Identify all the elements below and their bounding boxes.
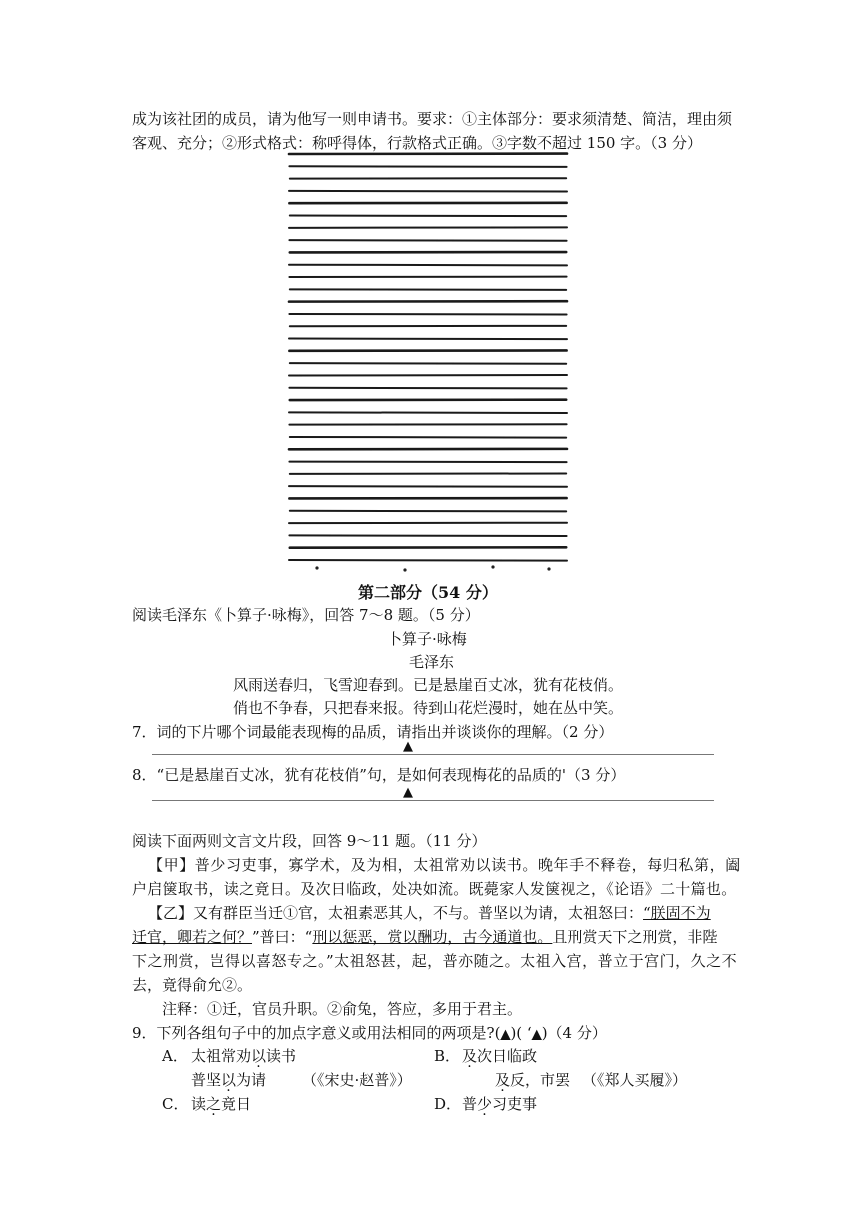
ruled-line [290,437,566,438]
ruled-line [289,560,567,561]
option-c-sentence-1: 读之竟日 [191,1095,252,1113]
scan-speck [403,568,406,571]
answer-line-7[interactable] [152,754,714,755]
option-b-source: （《郑人买履》） [582,1071,688,1089]
question-9-stem: 9．下列各组句子中的加点字意义或用法相同的两项是?( [132,1024,501,1042]
poem-line-1: 风雨送春归，飞雪迎春到。已是悬崖百丈冰，犹有花枝俏。 [233,676,624,694]
option-a-sentence-1: 太祖常劝以读书 [191,1047,297,1065]
option-a-sentence-2: 普坚以为请 [191,1071,267,1089]
ruled-line [289,535,566,536]
ruled-line [290,289,566,290]
option-b-sentence-1: 及次日临政 [462,1047,538,1065]
ruled-line [290,216,566,217]
passage-yi-line-3: 下之刑赏，岂得以喜怒专之。”太祖怒甚，起，普亦随之。太祖入宫，普立于宫门，久之不 [132,952,738,970]
option-a-label: A． [162,1047,188,1065]
ruled-line [289,314,566,315]
question-8: 8．“已是悬崖百丈冰，犹有花枝俏”句，是如何表现梅花的品质的'（3 分） [132,766,626,784]
annotation-note: 注释：①迁，官员升职。②俞兔，答应，多用于君主。 [162,1000,523,1018]
option-b-label: B． [434,1047,461,1065]
question-9 [132,1022,607,1043]
option-a-source: （《宋史·赵普》） [302,1071,412,1089]
passage-yi-line-2 [132,926,717,947]
ruled-line [289,412,567,413]
lined-writing-box-image [287,150,569,575]
ruled-line [289,388,566,389]
answer-line-8[interactable] [152,800,714,801]
option-c-label: C． [162,1095,189,1113]
poem-line-2: 俏也不争春，只把春来报。待到山花烂漫时，她在丛中笑。 [233,699,624,717]
scan-speck [491,565,494,568]
ruled-line [289,166,566,167]
scan-speck [315,566,318,569]
intro-line-1: 成为该社团的成员，请为他写一则申请书。要求：①主体部分：要求须清楚、简洁，理由须 [132,110,733,128]
passage-yi-text: 且刑赏天下之刑赏，非陛 [552,928,718,946]
ruled-line [289,265,567,266]
answer-blank-2[interactable]: ▲ [531,1027,542,1042]
poem-instruction: 阅读毛泽东《卜算子·咏梅》，回答 7～8 题。（5 分） [132,606,480,624]
ruled-line [290,363,566,364]
underlined-quote: “朕固不为 [643,904,711,922]
ruled-line [289,191,567,192]
passage-jia-line-1: 【甲】普少习吏事，寡学术，及为相，太祖常劝以读书。晚年手不释卷，每归私第，阖 [148,856,741,874]
ruled-line [289,486,567,487]
question-9-stem: )( ‘ [510,1024,532,1042]
passage-jia-line-2: 户启箧取书，读之竟日。及次日临政，处决如流。既薨家人发箧视之，《论语》二十篇也。 [132,880,737,898]
ruled-line [289,240,566,241]
ruled-line [290,511,566,512]
passage-yi-line-1 [148,902,711,923]
poem-title: 卜算子·咏梅 [387,630,467,648]
answer-marker-8: ▲ [403,785,413,800]
underlined-sentence: 刑以惩恶，赏以酬功，古今通道也。 [312,928,553,946]
passage-yi-text: ”普曰：“ [252,928,313,946]
ruled-line [289,462,566,463]
part2-title: 第二部分（54 分） [358,583,498,602]
answer-marker-7: ▲ [403,739,413,754]
intro-line-2: 客观、充分；②形式格式：称呼得体，行款格式正确。③字数不超过 150 字。（3 分） [132,134,702,152]
answer-blank-1[interactable]: ▲ [500,1027,511,1042]
passage-yi-line-4: 去，竟得俞允②。 [132,976,253,994]
question-9-stem: )（4 分） [541,1024,607,1042]
option-b-sentence-2: 及反，市罢 [495,1071,571,1089]
question-7: 7．词的下片哪个词最能表现梅的品质，请指出并谈谈你的理解。（2 分） [132,723,614,741]
passage-yi-text: 【乙】又有群臣当迁①官，太祖素恶其人，不与。普坚以为请，太祖怒曰： [148,904,644,922]
ruled-line [289,339,567,340]
option-d-label: D． [434,1095,462,1113]
poem-author: 毛泽东 [409,653,455,671]
scan-speck [547,567,550,570]
classical-instruction: 阅读下面两则文言文片段，回答 9～11 题。（11 分） [132,832,487,850]
option-d-sentence-1: 普少习吏事 [462,1095,538,1113]
underlined-quote-cont: 迁官，卿若之何？ [132,928,253,946]
